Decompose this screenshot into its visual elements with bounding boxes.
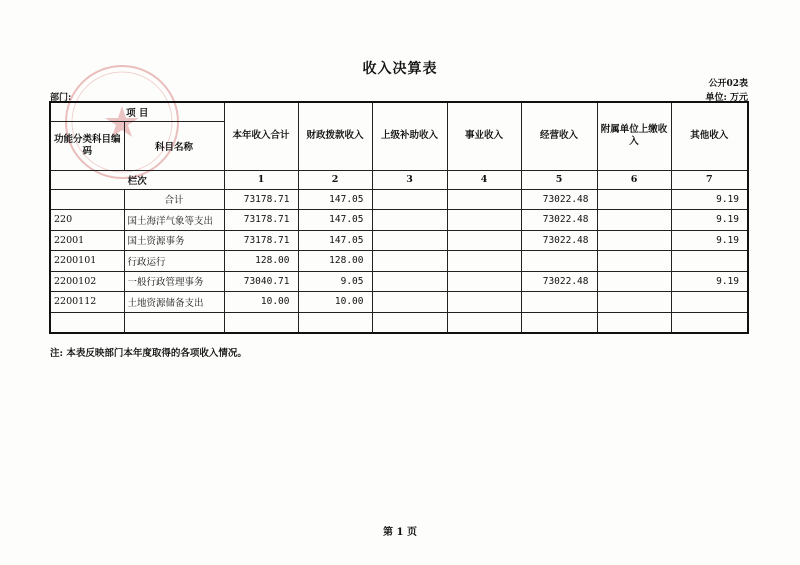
- row-value: [372, 271, 447, 292]
- table-row: [50, 292, 748, 313]
- table-row: [50, 271, 748, 292]
- row-code: 2200102: [50, 271, 124, 292]
- row-value: [597, 230, 671, 251]
- table-row: [50, 189, 748, 210]
- row-value: 9.05: [298, 271, 372, 292]
- row-value: [447, 271, 521, 292]
- row-name: [124, 312, 224, 333]
- row-name: 行政运行: [124, 251, 224, 272]
- row-value: 10.00: [224, 292, 298, 313]
- row-value: [521, 292, 597, 313]
- row-value: 128.00: [224, 251, 298, 272]
- row-value: [372, 230, 447, 251]
- row-value: 9.19: [671, 230, 748, 251]
- row-value: 73022.48: [521, 230, 597, 251]
- col-header: 经营收入: [521, 102, 597, 170]
- row-value: 73040.71: [224, 271, 298, 292]
- row-value: 147.05: [298, 210, 372, 231]
- row-code: 22001: [50, 230, 124, 251]
- row-value: 147.05: [298, 230, 372, 251]
- row-value: [597, 251, 671, 272]
- form-number: 公开02表: [708, 79, 748, 89]
- row-value: [224, 312, 298, 333]
- row-value: [671, 251, 748, 272]
- table-note: 注: 本表反映部门本年度取得的各项收入情况。: [50, 348, 247, 359]
- row-value: 128.00: [298, 251, 372, 272]
- row-value: [372, 312, 447, 333]
- row-value: 9.19: [671, 210, 748, 231]
- row-code: [50, 189, 124, 210]
- row-code: 220: [50, 210, 124, 231]
- row-code: 2200112: [50, 292, 124, 313]
- row-value: [447, 210, 521, 231]
- row-value: [597, 292, 671, 313]
- unit-label: 单位: 万元: [705, 93, 748, 103]
- row-value: [447, 189, 521, 210]
- income-table: [49, 101, 749, 334]
- index-cell: 6: [597, 170, 671, 189]
- row-value: [597, 210, 671, 231]
- row-value: 9.19: [671, 271, 748, 292]
- col-header: 本年收入合计: [224, 102, 298, 170]
- row-value: [671, 292, 748, 313]
- col-header: 其他收入: [671, 102, 748, 170]
- row-name: 一般行政管理事务: [124, 271, 224, 292]
- table-row: [50, 210, 748, 231]
- table-row: [50, 312, 748, 333]
- index-cell: 5: [521, 170, 597, 189]
- page-number: 第 1 页: [383, 527, 417, 538]
- row-value: [671, 312, 748, 333]
- index-label: 栏次: [50, 170, 224, 189]
- page-title: 收入决算表: [362, 61, 438, 77]
- col-header: 上级补助收入: [372, 102, 447, 170]
- row-value: 10.00: [298, 292, 372, 313]
- row-value: [597, 312, 671, 333]
- department-label: 部门:: [50, 93, 72, 103]
- index-cell: 7: [671, 170, 748, 189]
- col-header: 事业收入: [447, 102, 521, 170]
- row-code: [50, 312, 124, 333]
- table-row: [50, 251, 748, 272]
- row-name: 国土海洋气象等支出: [124, 210, 224, 231]
- row-value: [521, 251, 597, 272]
- row-value: 73178.71: [224, 230, 298, 251]
- row-value: [372, 251, 447, 272]
- row-value: [372, 189, 447, 210]
- index-cell: 2: [298, 170, 372, 189]
- row-value: [447, 292, 521, 313]
- row-value: 73178.71: [224, 189, 298, 210]
- row-name: 合计: [124, 189, 224, 210]
- index-cell: 1: [224, 170, 298, 189]
- row-value: 73178.71: [224, 210, 298, 231]
- row-value: [298, 312, 372, 333]
- index-cell: 3: [372, 170, 447, 189]
- header-code: 功能分类科目编码: [50, 121, 124, 170]
- row-value: 73022.48: [521, 271, 597, 292]
- row-name: 土地资源储备支出: [124, 292, 224, 313]
- row-value: [521, 312, 597, 333]
- col-header: 附属单位上缴收入: [597, 102, 671, 170]
- row-value: 73022.48: [521, 210, 597, 231]
- index-cell: 4: [447, 170, 521, 189]
- header-item: 项 目: [50, 102, 224, 121]
- row-value: [447, 230, 521, 251]
- row-value: [597, 271, 671, 292]
- row-value: [372, 292, 447, 313]
- row-value: 73022.48: [521, 189, 597, 210]
- header-name: 科目名称: [124, 121, 224, 170]
- row-name: 国土资源事务: [124, 230, 224, 251]
- row-value: [372, 210, 447, 231]
- row-value: 9.19: [671, 189, 748, 210]
- table-row: [50, 230, 748, 251]
- row-value: [597, 189, 671, 210]
- row-value: [447, 312, 521, 333]
- row-value: 147.05: [298, 189, 372, 210]
- row-value: [447, 251, 521, 272]
- row-code: 2200101: [50, 251, 124, 272]
- col-header: 财政拨款收入: [298, 102, 372, 170]
